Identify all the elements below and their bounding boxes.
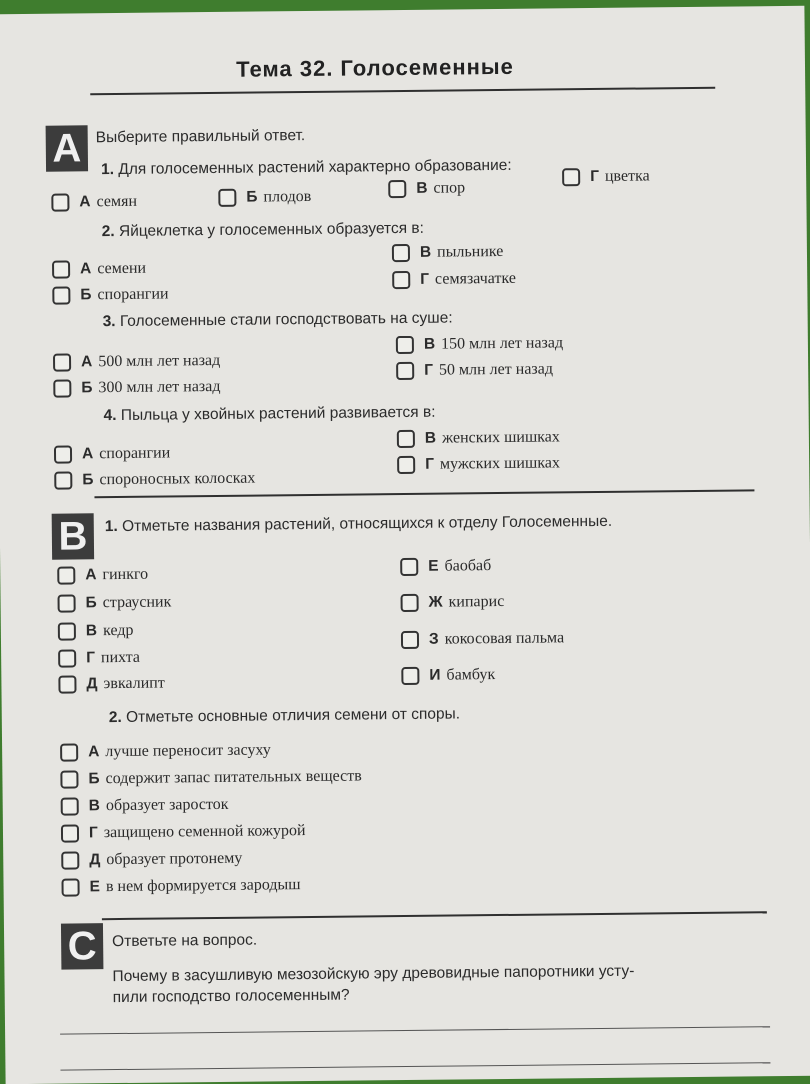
option-text: содержит запас питательных веществ [105, 767, 362, 788]
a1-option-g[interactable] [562, 167, 650, 186]
checkbox[interactable] [53, 379, 71, 397]
option-letter: Б [80, 286, 92, 304]
option-text: цветка [604, 167, 650, 185]
title-rule [90, 87, 715, 96]
b1-option-b[interactable] [58, 593, 172, 612]
checkbox[interactable] [392, 271, 410, 289]
section-c-badge: C [61, 923, 103, 969]
option-text: в нем формируется зародыш [105, 876, 301, 896]
checkbox[interactable] [61, 824, 79, 842]
section-c-question-line-1: Почему в засушливую мезозойскую эру древовидные папоротники усту- [112, 962, 635, 986]
option-text: спорангии [97, 285, 169, 304]
checkbox[interactable] [58, 649, 76, 667]
a4-option-g[interactable] [397, 454, 560, 474]
option-letter: Б [246, 188, 258, 206]
a4-option-v[interactable] [397, 428, 560, 448]
option-text: образует заросток [105, 795, 229, 815]
answer-line-1[interactable] [60, 1026, 770, 1034]
checkbox[interactable] [218, 189, 236, 207]
option-letter: Б [85, 594, 97, 612]
checkbox[interactable] [388, 180, 406, 198]
option-letter: Ж [428, 593, 443, 611]
option-letter: Г [420, 270, 430, 288]
option-text: 500 млн лет назад [98, 351, 221, 371]
option-letter: З [428, 630, 439, 648]
section-b-rule [94, 489, 754, 498]
a-question-1 [101, 157, 512, 179]
b1-option-z[interactable] [401, 629, 564, 649]
a-question-2 [102, 220, 424, 241]
option-text: семязачатке [434, 269, 516, 288]
a3-option-v[interactable] [396, 334, 563, 354]
section-c-question-line-2: пили господство голосеменным? [112, 986, 350, 1007]
checkbox[interactable] [396, 362, 414, 380]
section-a-badge: A [46, 125, 88, 171]
option-letter: Б [81, 379, 93, 397]
a2-option-g[interactable] [392, 270, 516, 289]
option-letter: Г [424, 361, 434, 379]
question-text: Пыльца у хвойных растений развивается в: [120, 403, 436, 424]
option-letter: Г [88, 824, 98, 842]
b2-option-a[interactable] [60, 741, 271, 761]
checkbox[interactable] [401, 667, 419, 685]
option-text: 300 млн лет назад [98, 377, 221, 397]
question-number: 2. [101, 223, 115, 241]
b1-option-v[interactable] [58, 622, 134, 641]
option-letter: Д [89, 851, 101, 869]
question-number: 1. [104, 518, 118, 536]
b1-option-g[interactable] [58, 649, 140, 668]
option-text: женских шишках [441, 428, 560, 447]
option-letter: А [80, 353, 93, 371]
checkbox[interactable] [392, 244, 410, 262]
option-text: кедр [102, 621, 134, 640]
checkbox[interactable] [401, 594, 419, 612]
question-number: 2. [108, 708, 122, 727]
b2-option-d[interactable] [61, 850, 242, 870]
a3-option-a[interactable] [53, 352, 220, 372]
option-text: спор [433, 179, 466, 197]
option-text: пыльнике [437, 242, 504, 261]
checkbox[interactable] [58, 594, 76, 612]
a1-option-a[interactable] [51, 193, 137, 212]
option-letter: В [419, 243, 432, 261]
option-letter: Г [590, 167, 600, 186]
option-text: эвкалипт [103, 674, 165, 693]
option-letter: А [81, 445, 94, 463]
a4-option-b[interactable] [54, 470, 255, 490]
b-question-1 [105, 513, 613, 536]
option-text: спорангии [99, 444, 171, 463]
option-text: бамбук [446, 666, 496, 684]
a2-option-a[interactable] [52, 260, 146, 279]
checkbox[interactable] [54, 445, 72, 463]
a3-option-b[interactable] [53, 378, 220, 398]
question-number: 4. [103, 407, 117, 425]
section-a-instruction: Выберите правильный ответ. [95, 127, 306, 147]
worksheet-page [0, 6, 810, 1084]
option-letter: Е [428, 557, 439, 575]
checkbox[interactable] [397, 456, 415, 474]
checkbox[interactable] [60, 770, 78, 788]
question-text: Голосеменные стали господствовать на суше: [119, 309, 453, 330]
checkbox[interactable] [51, 193, 69, 211]
section-c-rule [102, 911, 767, 920]
b1-option-a[interactable] [57, 566, 148, 585]
option-letter: Б [82, 471, 94, 489]
a1-option-v[interactable] [388, 179, 465, 198]
answer-line-2[interactable] [60, 1062, 770, 1070]
option-text: защищено семенной кожурой [103, 822, 306, 842]
option-text: баобаб [444, 557, 492, 575]
option-text: 150 млн лет назад [441, 334, 564, 353]
question-text: Отметьте названия растений, относящихся к отделу Голосеменные. [121, 512, 613, 535]
checkbox[interactable] [54, 471, 72, 489]
option-letter: А [88, 743, 100, 761]
checkbox[interactable] [562, 168, 580, 186]
option-letter: А [79, 193, 91, 211]
option-letter: В [423, 335, 436, 353]
question-text: Яйцеклетка у голосеменных образуется в: [118, 219, 425, 240]
b-question-2 [109, 705, 460, 727]
option-letter: В [416, 179, 428, 197]
option-text: мужских шишках [439, 454, 560, 473]
option-text: кипарис [448, 592, 505, 611]
option-text: семян [96, 192, 138, 211]
option-text: кокосовая пальма [444, 629, 565, 648]
checkbox[interactable] [60, 743, 78, 761]
checkbox[interactable] [396, 336, 414, 354]
question-text: Отметьте основные отличия семени от споры. [125, 705, 461, 726]
a-question-4 [104, 404, 436, 425]
checkbox[interactable] [57, 566, 75, 584]
question-number: 1. [100, 161, 115, 179]
checkbox[interactable] [61, 851, 79, 869]
option-text: плодов [263, 187, 312, 206]
checkbox[interactable] [400, 558, 418, 576]
page-title: Тема 32. Голосеменные [236, 53, 514, 82]
a4-option-a[interactable] [54, 444, 170, 463]
a-question-3 [103, 309, 453, 331]
option-letter: В [88, 797, 101, 815]
checkbox[interactable] [61, 797, 79, 815]
checkbox[interactable] [397, 430, 415, 448]
option-letter: Б [88, 770, 100, 788]
checkbox[interactable] [401, 631, 419, 649]
b2-option-e[interactable] [61, 876, 300, 897]
a1-option-b[interactable] [218, 188, 311, 207]
option-letter: В [85, 622, 98, 640]
checkbox[interactable] [58, 622, 76, 640]
a3-option-g[interactable] [396, 360, 553, 380]
a2-option-b[interactable] [52, 285, 168, 304]
checkbox[interactable] [58, 675, 76, 693]
section-b-badge: B [52, 513, 94, 559]
checkbox[interactable] [52, 260, 70, 278]
option-text: спороносных колосках [99, 469, 256, 489]
b1-option-e[interactable] [400, 557, 491, 576]
b1-option-i[interactable] [401, 666, 495, 685]
question-number: 3. [102, 313, 116, 331]
option-letter: А [80, 260, 92, 278]
option-text: лучше переносит засуху [105, 741, 271, 761]
b1-option-d[interactable] [58, 675, 165, 694]
option-text: образует протонему [106, 849, 243, 869]
option-text: 50 млн лет назад [438, 360, 554, 379]
section-c-instruction: Ответьте на вопрос. [112, 931, 258, 951]
a2-option-v[interactable] [392, 243, 504, 262]
checkbox[interactable] [52, 286, 70, 304]
option-letter: И [429, 666, 441, 684]
checkbox[interactable] [53, 353, 71, 371]
question-text: Для голосеменных растений характерно образование: [118, 156, 512, 178]
checkbox[interactable] [61, 878, 79, 896]
b2-option-g[interactable] [61, 822, 306, 843]
option-text: страусник [102, 593, 172, 612]
option-letter: В [424, 429, 437, 447]
option-letter: Г [86, 649, 96, 667]
option-letter: А [85, 566, 97, 584]
option-letter: Г [425, 455, 435, 473]
option-text: гинкго [102, 565, 149, 584]
option-letter: Е [89, 878, 100, 896]
b1-option-zh[interactable] [401, 593, 505, 612]
b2-option-b[interactable] [60, 767, 362, 788]
option-letter: Д [86, 675, 98, 693]
option-text: пихта [100, 648, 141, 667]
option-text: семени [97, 259, 147, 278]
b2-option-v[interactable] [61, 796, 229, 816]
